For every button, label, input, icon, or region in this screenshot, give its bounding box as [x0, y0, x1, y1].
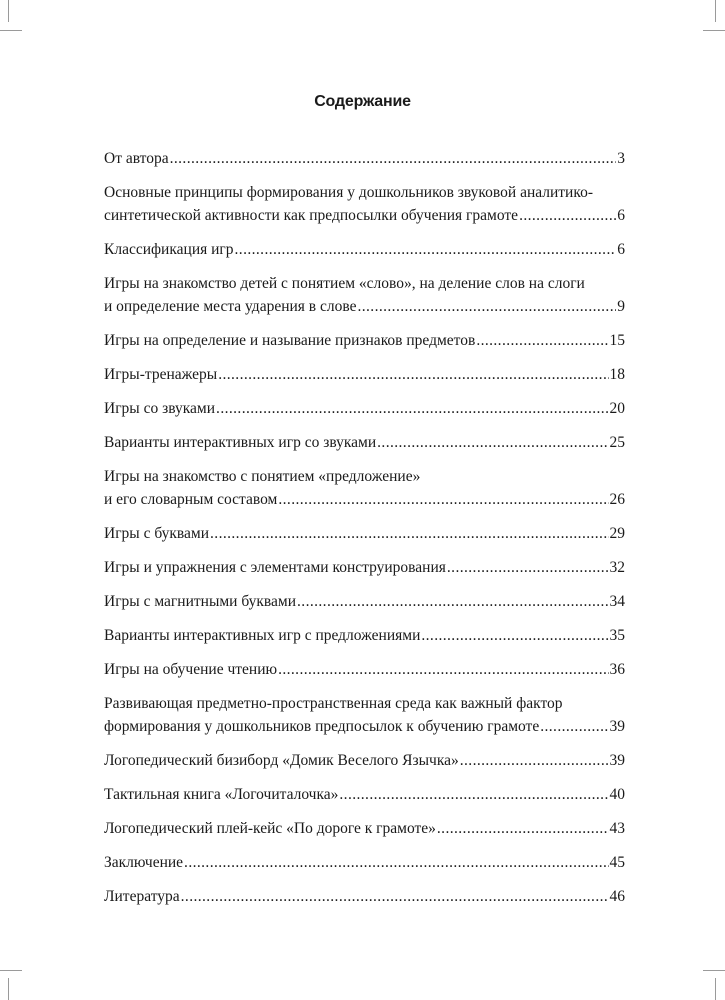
toc-entry[interactable] [104, 749, 625, 772]
dot-leader [519, 204, 616, 227]
dot-leader [437, 817, 609, 840]
toc-page-number: 45 [609, 854, 625, 871]
toc-page-number: 43 [609, 820, 625, 837]
toc-entry[interactable] [104, 590, 625, 613]
toc-entry[interactable] [104, 238, 625, 261]
dot-leader [377, 431, 608, 454]
crop-mark-bottom-right [703, 970, 725, 971]
dot-leader [184, 851, 608, 874]
toc-entry-title-line: Варианты интерактивных игр с предложениями [104, 627, 421, 644]
toc-entry-title-line: Тактильная книга «Логочиталочка» [104, 786, 339, 803]
crop-mark-top-right [715, 0, 716, 22]
toc-entry[interactable] [104, 692, 625, 738]
toc-page-number: 20 [609, 400, 625, 417]
toc-entry-title-line: Логопедический плей-кейс «По дороге к грамоте» [104, 820, 436, 837]
crop-mark-bottom-right [715, 978, 716, 1000]
toc-entry-title-line: и определение места ударения в слове [104, 298, 357, 315]
toc-page-number: 25 [609, 434, 625, 451]
toc-page-number: 3 [617, 150, 625, 167]
toc-page-number: 32 [609, 559, 625, 576]
toc-entry-title-line: Игры с буквами [104, 525, 210, 542]
dot-leader [339, 783, 608, 806]
toc-page-number: 18 [609, 366, 625, 383]
toc-page-number: 46 [609, 888, 625, 905]
toc-entry-title-line: Логопедический бизиборд «Домик Веселого Язычка» [104, 752, 459, 769]
toc-entry[interactable] [104, 431, 625, 454]
dot-leader [278, 658, 608, 681]
toc-entry[interactable] [104, 624, 625, 647]
toc-page-number: 40 [609, 786, 625, 803]
toc-entry[interactable] [104, 556, 625, 579]
dot-leader [447, 556, 609, 579]
dot-leader [421, 624, 608, 647]
toc-entry-title-line: Игры с магнитными буквами [104, 593, 297, 610]
toc-entry-title-line: Заключение [104, 854, 184, 871]
toc-entry[interactable] [104, 363, 625, 386]
toc-page-number: 9 [617, 298, 625, 315]
dot-leader [170, 147, 617, 170]
toc-page-number: 35 [609, 627, 625, 644]
crop-mark-top-left [8, 0, 9, 22]
toc-page-number: 39 [609, 752, 625, 769]
toc-entry[interactable] [104, 851, 625, 874]
toc-page-number: 15 [609, 332, 625, 349]
toc-entry[interactable] [104, 147, 625, 170]
dot-leader [278, 488, 608, 511]
dot-leader [460, 749, 609, 772]
toc-entry-title-line: Классификация игр [104, 241, 234, 258]
toc-entry-title-line: Литература [104, 888, 180, 905]
toc-entry[interactable] [104, 783, 625, 806]
toc-entry[interactable] [104, 817, 625, 840]
toc-page-number: 29 [609, 525, 625, 542]
dot-leader [216, 397, 608, 420]
dot-leader [357, 295, 616, 318]
toc-entry[interactable] [104, 397, 625, 420]
toc-entry[interactable] [104, 522, 625, 545]
toc-entry-title-line: Основные принципы формирования у дошкольников звуковой аналитико- [104, 184, 594, 201]
toc-page-number: 39 [609, 718, 625, 735]
toc-entry-title-line: и его словарным составом [104, 491, 278, 508]
toc-page-number: 34 [609, 593, 625, 610]
toc-entry-title-line: синтетической активности как предпосылки обучения грамоте [104, 207, 519, 224]
toc-entry-title-line: От автора [104, 150, 169, 167]
crop-mark-bottom-left [8, 978, 9, 1000]
toc-entry[interactable] [104, 181, 625, 227]
dot-leader [540, 715, 608, 738]
toc-entry-title-line: Игры со звуками [104, 400, 216, 417]
toc-entry-title-line: Развивающая предметно-пространственная среда как важный фактор [104, 695, 563, 712]
toc-entry-title-line: Варианты интерактивных игр со звуками [104, 434, 377, 451]
dot-leader [181, 885, 609, 908]
toc-page-number: 6 [617, 241, 625, 258]
toc-page-number: 26 [609, 491, 625, 508]
dot-leader [210, 522, 608, 545]
toc-entry-title-line: Игры на обучение чтению [104, 661, 278, 678]
crop-mark-top-right [703, 30, 725, 31]
dot-leader [218, 363, 608, 386]
toc-entry-title-line: Игры на определение и называние признаков предметов [104, 332, 476, 349]
dot-leader [297, 590, 608, 613]
toc-page-number: 6 [617, 207, 625, 224]
toc-entry-title-line: Игры и упражнения с элементами конструирования [104, 559, 446, 576]
dot-leader [476, 329, 608, 352]
toc-entry[interactable] [104, 272, 625, 318]
page-title: Содержание [314, 93, 411, 110]
crop-mark-bottom-left [0, 970, 22, 971]
toc-entry-title-line: Игры на знакомство детей с понятием «слово», на деление слов на слоги [104, 275, 585, 292]
toc-entry[interactable] [104, 465, 625, 511]
crop-mark-top-left [0, 30, 22, 31]
toc-entry-title-line: Игры-тренажеры [104, 366, 218, 383]
toc-entry[interactable] [104, 329, 625, 352]
toc-entry-title-line: Игры на знакомство с понятием «предложение» [104, 468, 421, 485]
toc-entry-title-line: формирования у дошкольников предпосылок к обучению грамоте [104, 718, 540, 735]
toc-page-number: 36 [609, 661, 625, 678]
dot-leader [235, 238, 617, 261]
toc-entry[interactable] [104, 658, 625, 681]
toc-entry[interactable] [104, 885, 625, 908]
